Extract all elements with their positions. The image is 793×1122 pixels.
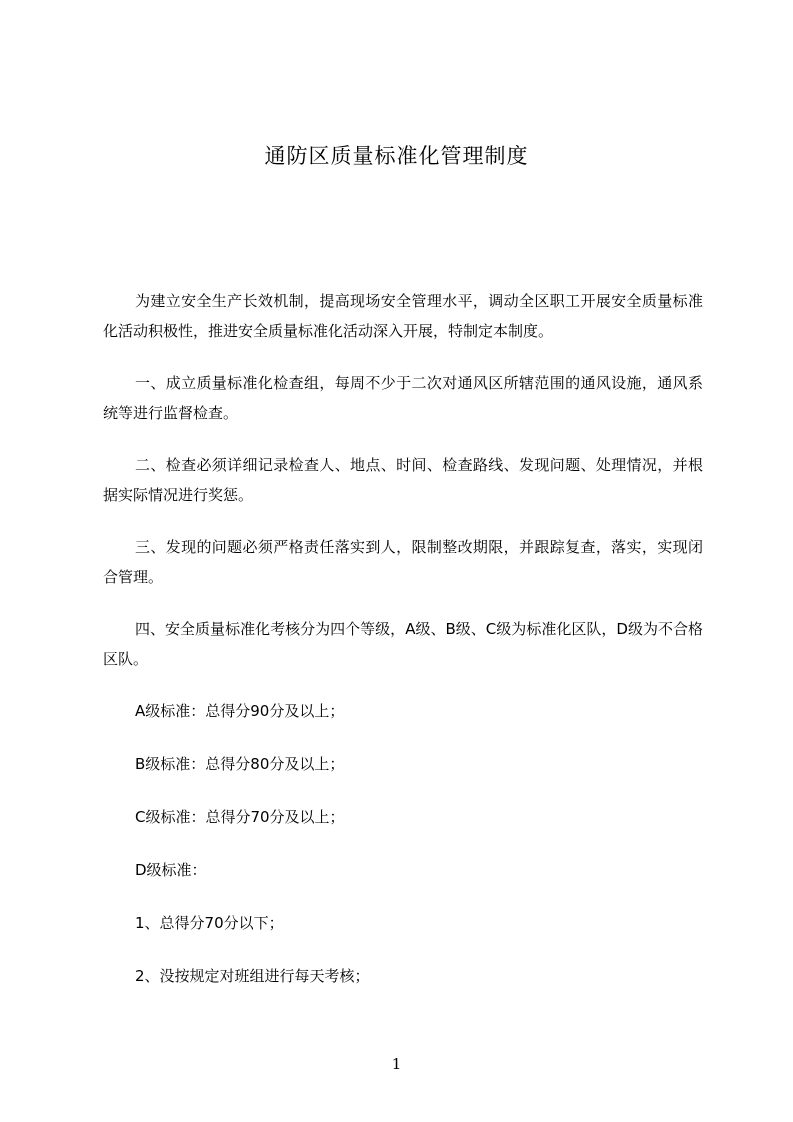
grade-a-standard: A级标准：总得分90分及以上； [135, 702, 345, 720]
clause-two-paragraph: 二、检查必须详细记录检查人、地点、时间、检查路线、发现问题、处理情况，并根据实际情况进行奖惩。 [103, 456, 703, 504]
document-title: 通防区质量标准化管理制度 [264, 144, 529, 168]
grade-d-standard: D级标准： [135, 861, 207, 879]
clause-three-paragraph: 三、发现的问题必须严格责任落实到人，限制整改期限，并跟踪复查，落实，实现闭合管理。 [103, 538, 703, 586]
clause-four-paragraph: 四、安全质量标准化考核分为四个等级，A级、B级、C级为标准化区队，D级为不合格区队。 [103, 620, 703, 668]
document-body [103, 286, 703, 1014]
grade-d-item-1: 1、总得分70分以下； [135, 914, 284, 932]
page-number: 1 [391, 1055, 402, 1073]
intro-paragraph: 为建立安全生产长效机制，提高现场安全管理水平，调动全区职工开展安全质量标准化活动积极性，推进安全质量标准化活动深入开展，特制定本制度。 [103, 292, 703, 340]
clause-one-paragraph: 一、成立质量标准化检查组，每周不少于二次对通风区所辖范围的通风设施，通风系统等进行监督检查。 [103, 374, 703, 422]
grade-d-item-2: 2、没按规定对班组进行每天考核； [135, 967, 370, 985]
grade-c-standard: C级标准：总得分70分及以上； [135, 808, 345, 826]
grade-b-standard: B级标准：总得分80分及以上； [135, 755, 345, 773]
